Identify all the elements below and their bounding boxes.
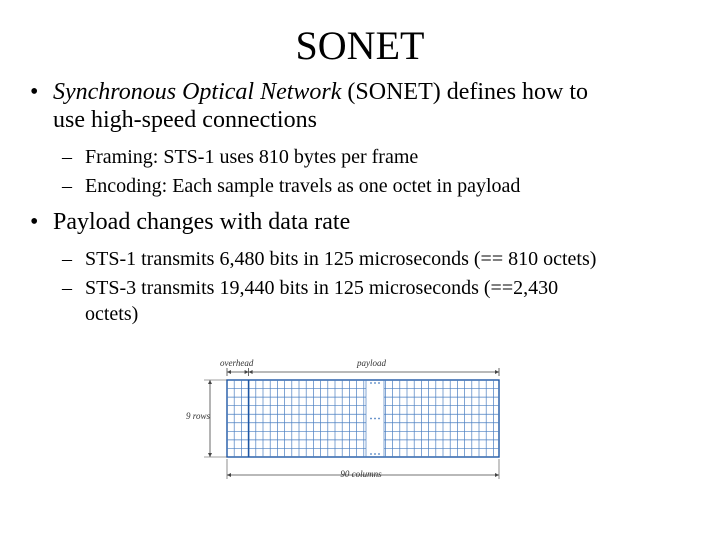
frame-grid <box>227 380 499 457</box>
ellipsis-dot <box>378 418 380 420</box>
sonet-term: Synchronous Optical Network <box>53 79 342 105</box>
overhead-label: overhead <box>220 358 254 368</box>
bullet-mark: • <box>30 209 39 235</box>
payload-span-arrow-head <box>495 370 499 374</box>
rows-arrow-head <box>208 453 212 457</box>
columns-arrow-head <box>495 473 499 477</box>
ellipsis-dot <box>374 418 376 420</box>
sub-bullet-text-line1: STS-3 transmits 19,440 bits in 125 microseconds (==2,430 <box>85 277 559 299</box>
ellipsis-dot <box>374 453 376 455</box>
bullet-text-line2: use high-speed connections <box>53 107 317 133</box>
sub-bullet-text <box>85 275 702 327</box>
sub-bullet-sts1 <box>62 246 702 272</box>
ellipsis-dot <box>378 382 380 384</box>
sub-bullet-encoding <box>62 173 702 199</box>
sub-bullet-text: Encoding: Each sample travels as one octet in payload <box>85 175 521 197</box>
ellipsis-dot <box>370 453 372 455</box>
bullet-mark: • <box>30 79 39 105</box>
columns-arrow-head <box>227 473 231 477</box>
frame-border <box>227 380 499 457</box>
rows-arrow-head <box>208 380 212 384</box>
overhead-span-arrow-head <box>227 370 231 374</box>
overhead-span-arrow-head <box>245 370 249 374</box>
sub-bullet-mark: – <box>62 277 72 299</box>
sub-bullet-text-line2: octets) <box>85 303 139 325</box>
ellipsis-dot <box>370 418 372 420</box>
ellipsis-dot <box>378 453 380 455</box>
payload-span-arrow-head <box>249 370 253 374</box>
bullet-text-rest: (SONET) defines how to <box>341 79 589 105</box>
slide-title: SONET <box>295 23 425 68</box>
sub-bullet-mark: – <box>62 248 72 270</box>
sub-bullet-framing <box>62 144 702 170</box>
bullet-text: Payload changes with data rate <box>53 209 351 235</box>
bullet-text <box>53 78 690 134</box>
sonet-frame-diagram <box>180 350 520 490</box>
sub-bullet-mark: – <box>62 146 72 168</box>
rows-label: 9 rows <box>186 411 210 421</box>
ellipsis-dot <box>370 382 372 384</box>
sub-bullet-text: Framing: STS-1 uses 810 bytes per frame <box>85 146 419 168</box>
ellipsis-dot <box>374 382 376 384</box>
bullet-sonet-definition <box>30 78 690 134</box>
sub-bullet-mark: – <box>62 175 72 197</box>
columns-label: 90 columns <box>340 469 382 479</box>
bullet-payload-rate <box>30 208 690 236</box>
sub-bullet-text: STS-1 transmits 6,480 bits in 125 microseconds (== 810 octets) <box>85 248 597 270</box>
sub-bullet-sts3 <box>62 275 702 327</box>
payload-label: payload <box>357 358 386 368</box>
